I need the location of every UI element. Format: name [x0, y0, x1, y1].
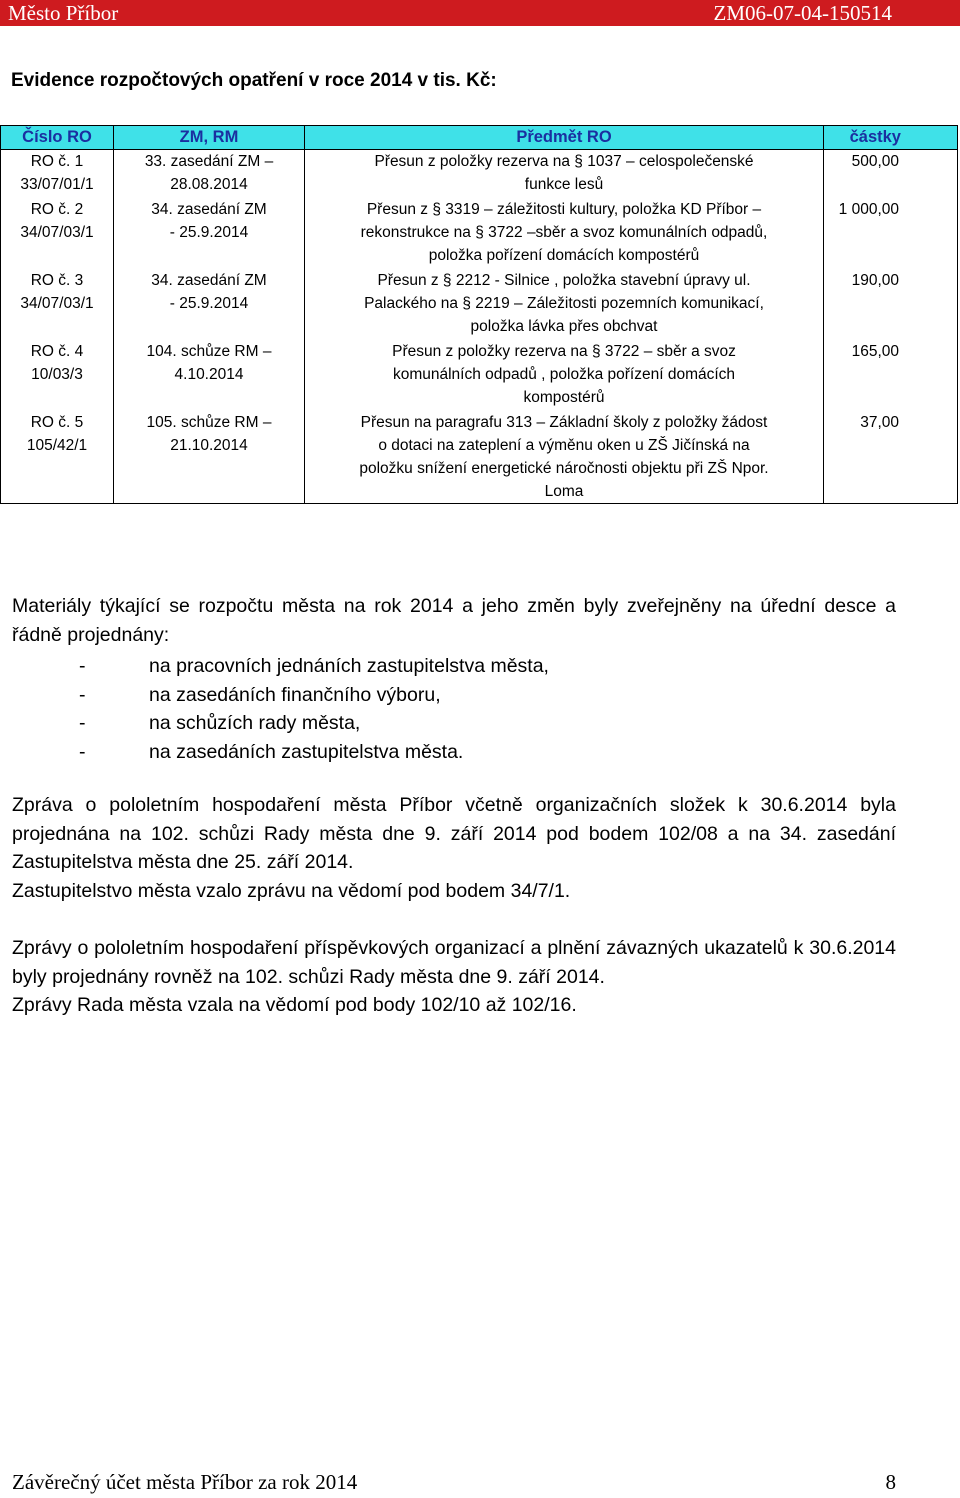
cell-ro-number	[1, 198, 114, 269]
cell-ro-number-line: RO č. 3	[30, 272, 84, 289]
cell-subject-line: Přesun z § 2212 - Silnice , položka stavební úpravy ul.	[377, 272, 751, 289]
cell-amount: 190,00	[824, 269, 958, 340]
cell-ro-number-line: RO č. 4	[30, 343, 84, 360]
cell-subject	[305, 411, 824, 504]
header-subject: Předmět RO	[305, 126, 824, 150]
cell-subject-line: komunálních odpadů , položka pořízení domácích	[392, 366, 736, 383]
cell-subject-line: položka pořízení domácích kompostérů	[428, 247, 700, 264]
cell-ro-number-line: RO č. 1	[30, 153, 84, 170]
table-row	[1, 411, 958, 504]
list-item: - na schůzích rady města,	[79, 709, 549, 738]
cell-ro-number-line: 10/03/3	[31, 366, 83, 383]
cell-ro-number-line: 34/07/03/1	[20, 224, 94, 241]
cell-zm-rm	[114, 411, 305, 504]
budget-measures-table	[0, 125, 958, 504]
cell-zm-rm-line: 4.10.2014	[174, 366, 244, 383]
cell-ro-number-line: RO č. 2	[30, 201, 84, 218]
footer-document-title: Závěrečný účet města Příbor za rok 2014	[12, 1470, 358, 1494]
cell-zm-rm-line: 104. schůze RM –	[146, 343, 272, 360]
cell-zm-rm	[114, 269, 305, 340]
cell-subject-line: položka lávka přes obchvat	[470, 318, 658, 335]
cell-amount: 37,00	[824, 411, 958, 504]
cell-subject-line: kompostérů	[523, 389, 605, 406]
cell-subject-line: Palackého na § 2219 – Záležitosti pozemních komunikací,	[364, 295, 764, 312]
table-row	[1, 150, 958, 199]
table-row	[1, 340, 958, 411]
cell-zm-rm-line: 34. zasedání ZM	[151, 272, 267, 289]
cell-ro-number-line: 33/07/01/1	[20, 176, 94, 193]
cell-ro-number-line: RO č. 5	[30, 414, 84, 431]
list-dash: -	[79, 683, 86, 706]
cell-subject	[305, 198, 824, 269]
cell-subject	[305, 340, 824, 411]
cell-zm-rm-line: - 25.9.2014	[169, 295, 249, 312]
list-dash: -	[79, 655, 86, 677]
organizations-report-resolution: Zprávy Rada města vzala na vědomí pod body 102/10 až 102/16.	[12, 994, 577, 1016]
cell-amount: 165,00	[824, 340, 958, 411]
meetings-list	[79, 652, 549, 766]
page-number: 8	[885, 1470, 896, 1494]
cell-zm-rm	[114, 340, 305, 411]
cell-subject	[305, 269, 824, 340]
cell-subject-line: Přesun z § 3319 – záležitosti kultury, položka KD Příbor –	[366, 201, 762, 218]
cell-subject-line: Loma	[544, 483, 584, 500]
cell-zm-rm-line: 105. schůze RM –	[146, 414, 272, 431]
header-zm-rm: ZM, RM	[114, 126, 305, 150]
cell-ro-number-line: 34/07/03/1	[20, 295, 94, 312]
list-item: - na zasedáních finančního výboru,	[79, 681, 549, 710]
list-item: - na pracovních jednáních zastupitelstva města,	[79, 652, 549, 681]
materials-intro: Materiály týkající se rozpočtu města na rok 2014 a jeho změn byly zveřejněny na úřední desce a řádně projednány:	[12, 595, 896, 646]
cell-zm-rm-line: 21.10.2014	[170, 437, 248, 454]
table-header-row	[1, 126, 958, 150]
list-dash: -	[79, 740, 86, 763]
city-report-resolution: Zastupitelstvo města vzalo zprávu na vědomí pod bodem 34/7/1.	[12, 880, 571, 902]
cell-zm-rm-line: - 25.9.2014	[169, 224, 249, 241]
cell-ro-number	[1, 269, 114, 340]
section-title: Evidence rozpočtových opatření v roce 2014 v tis. Kč:	[11, 70, 497, 91]
header-town-name: Město Příbor	[8, 1, 119, 25]
cell-ro-number	[1, 340, 114, 411]
cell-ro-number-line: 105/42/1	[26, 437, 88, 454]
cell-subject-line: funkce lesů	[524, 176, 604, 193]
cell-subject-line: o dotaci na zateplení a výměnu oken u ZŠ Jičínská na	[378, 437, 750, 454]
cell-ro-number	[1, 150, 114, 199]
page-header	[0, 0, 960, 26]
city-report-paragraph: Zpráva o pololetním hospodaření města Příbor včetně organizačních složek k 30.6.2014 byla projednána na 102. schůzi Rady města dne 9. září 2014 pod bodem 102/08 a na 34. zasedání Zastupitelstva města dne 25. září 2014.	[12, 794, 896, 873]
cell-amount: 500,00	[824, 150, 958, 199]
cell-subject-line: Přesun z položky rezerva na § 1037 – celospolečenské	[374, 153, 754, 170]
cell-ro-number	[1, 411, 114, 504]
cell-subject-line: Přesun na paragrafu 313 – Základní školy z položky žádost	[360, 414, 768, 431]
header-ro-number: Číslo RO	[1, 126, 114, 150]
list-item: - na zasedáních zastupitelstva města.	[79, 738, 549, 767]
cell-zm-rm	[114, 198, 305, 269]
table-row	[1, 198, 958, 269]
cell-zm-rm	[114, 150, 305, 199]
organizations-report-paragraph: Zprávy o pololetním hospodaření příspěvkových organizací a plnění závazných ukazatelů k 30.6.2014 byly projednány rovněž na 102. schůzi Rady města dne 9. září 2014.	[12, 937, 896, 988]
header-amount: částky	[824, 126, 958, 150]
cell-subject	[305, 150, 824, 199]
header-document-code: ZM06-07-04-150514	[713, 1, 892, 25]
cell-amount: 1 000,00	[824, 198, 958, 269]
cell-zm-rm-line: 28.08.2014	[170, 176, 248, 193]
cell-subject-line: položku snížení energetické náročnosti objektu při ZŠ Npor.	[359, 460, 769, 477]
cell-zm-rm-line: 34. zasedání ZM	[151, 201, 267, 218]
cell-subject-line: rekonstrukce na § 3722 –sběr a svoz komunálních odpadů,	[360, 224, 768, 241]
list-dash: -	[79, 712, 86, 734]
table-row	[1, 269, 958, 340]
cell-subject-line: Přesun z položky rezerva na § 3722 – sběr a svoz	[392, 343, 736, 360]
cell-zm-rm-line: 33. zasedání ZM –	[144, 153, 274, 170]
